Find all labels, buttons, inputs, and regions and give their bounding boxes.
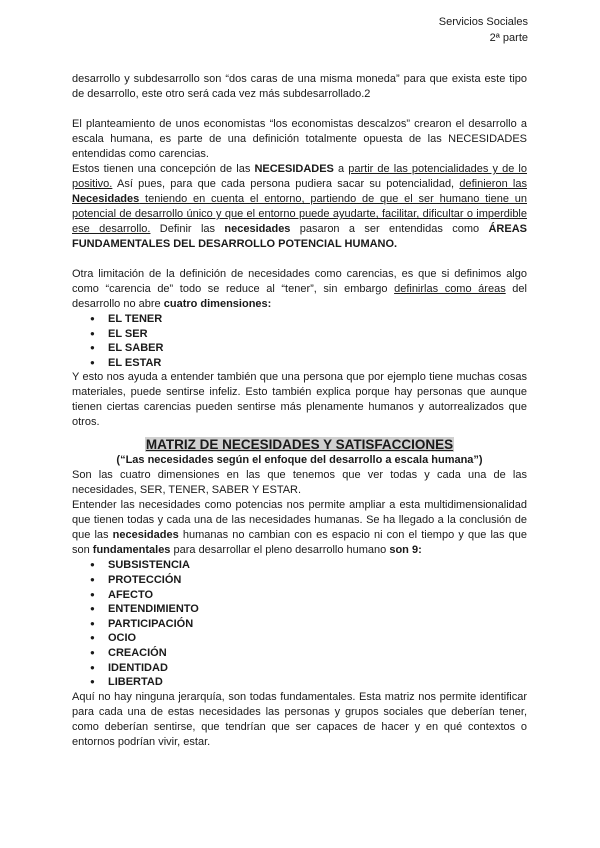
paragraph-economists: El planteamiento de unos economistas “los economistas descalzos” crearon el desarrollo a escala humana, es parte de una definición totalmente opuesta de las NECESIDADES entendidas como carencias. [72,118,527,160]
list-item: ● EL SABER [108,341,527,356]
list-item: ● EL SER [108,327,527,342]
paragraph-hierarchy: Aquí no hay ninguna jerarquía, son todas fundamentales. Esta matriz nos permite identificar para cada una de estas necesidades las personas y grupos sociales que deberían tener, como deberían sentirse, que tendrían que ser capaces de hacer y en qué contextos o entornos podrían vivir, estar. [72,690,527,748]
paragraph-explanation: Y esto nos ayuda a entender también que una persona que por ejemplo tiene muchas cosas materiales, puede sentirse infeliz. Esto también explica porque hay personas que aunque tienen ciertas carencias pueden sentirse más plenamente humanos y autorrealizados que otros. [72,371,527,429]
needs-list [72,558,527,689]
document-body [72,72,527,750]
paragraph-intro: desarrollo y subdesarrollo son “dos caras de una misma moneda” para que exista este tipo de desarrollo, este otro será cada vez más subdesarrollado.2 [72,73,527,100]
paragraph-potencies: Entender las necesidades como potencias nos permite ampliar a esta multidimensionalidad que tienen todas y cada una de las necesidades humanas. Se ha llegado a la conclusión de que las necesidades humanas no cambian con es espacio ni con el tiempo y que las que son fundamentales para desarrollar el pleno desarrollo humano son 9: [72,499,527,557]
header-part: 2ª parte [489,32,528,44]
list-item: ● IDENTIDAD [108,661,527,676]
section-title: MATRIZ DE NECESIDADES Y SATISFACCIONES [145,437,454,453]
list-item: ● AFECTO [108,588,527,603]
section-subtitle: (“Las necesidades según el enfoque del desarrollo a escala humana”) [116,454,483,467]
list-item: ● LIBERTAD [108,675,527,690]
list-item: ● OCIO [108,631,527,646]
page-header [439,14,528,46]
list-item: ● PROTECCIÓN [108,573,527,588]
paragraph-conception: Estos tienen una concepción de las NECESIDADES a partir de las potencialidades y de lo positivo. Así pues, para que cada persona pudiera sacar su potencialidad, definieron las Necesidades teniendo en cuenta el entorno, partiendo de que el ser humano tiene un potencial de desarrollo único y que el entorno puede ayudarte, facilitar, dificultar o imperdible ese desarrollo. Definir las necesidades pasaron a ser entendidas como ÁREAS FUNDAMENTALES DEL DESARROLLO POTENCIAL HUMANO. [72,163,527,250]
dimensions-list [72,312,527,370]
paragraph-dimensions: Son las cuatro dimensiones en las que tenemos que ver todas y cada una de las necesidades, SER, TENER, SABER Y ESTAR. [72,469,527,497]
list-item: ● SUBSISTENCIA [108,558,527,573]
list-item: ● EL TENER [108,312,527,327]
paragraph-limitation: Otra limitación de la definición de necesidades como carencias, es que si definimos algo como “carencia de” todo se reduce al “tener”, sin embargo definirlas como áreas del desarrollo no abre cuatro dimensiones: [72,268,527,310]
list-item: ● EL ESTAR [108,356,527,371]
list-item: ● CREACIÓN [108,646,527,661]
header-course: Servicios Sociales [438,16,528,28]
list-item: ● ENTENDIMIENTO [108,602,527,617]
list-item: ● PARTICIPACIÓN [108,617,527,632]
